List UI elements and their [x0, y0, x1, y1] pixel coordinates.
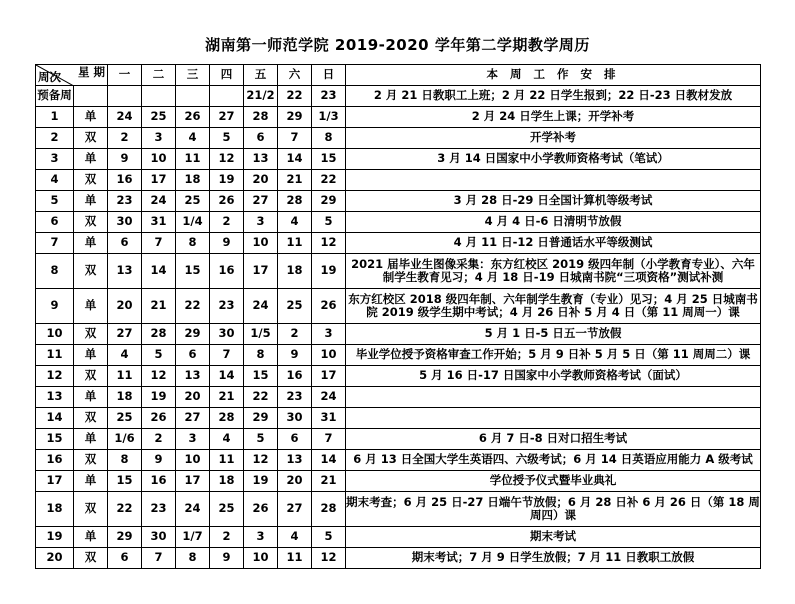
table-row	[36, 527, 761, 548]
work-arrangement-cell: 3 月 28 日-29 日全国计算机等级考试	[346, 191, 761, 212]
date-cell: 2	[210, 527, 244, 548]
date-cell: 18	[108, 387, 142, 408]
table-row	[36, 86, 761, 107]
week-number-cell: 预备周	[36, 86, 74, 107]
date-cell: 6	[176, 345, 210, 366]
week-parity-cell: 单	[74, 527, 108, 548]
header-day-5: 五	[244, 65, 278, 86]
date-cell: 10	[244, 548, 278, 569]
date-cell: 3	[244, 212, 278, 233]
date-cell: 15	[244, 366, 278, 387]
date-cell: 15	[176, 254, 210, 289]
date-cell: 12	[312, 548, 346, 569]
work-arrangement-cell: 期末考试	[346, 527, 761, 548]
work-arrangement-cell: 4 月 4 日-6 日清明节放假	[346, 212, 761, 233]
date-cell: 10	[142, 149, 176, 170]
header-day-2: 二	[142, 65, 176, 86]
table-row	[36, 387, 761, 408]
table-row	[36, 149, 761, 170]
date-cell: 25	[142, 107, 176, 128]
date-cell: 11	[278, 548, 312, 569]
work-arrangement-cell: 6 月 13 日全国大学生英语四、六级考试；6 月 14 日英语应用能力 A 级考试	[346, 450, 761, 471]
date-cell: 13	[278, 450, 312, 471]
date-cell: 24	[108, 107, 142, 128]
date-cell: 17	[176, 471, 210, 492]
date-cell: 27	[176, 408, 210, 429]
week-number-cell: 15	[36, 429, 74, 450]
date-cell: 12	[312, 233, 346, 254]
date-cell: 6	[108, 548, 142, 569]
date-cell: 11	[176, 149, 210, 170]
date-cell: 28	[142, 324, 176, 345]
date-cell: 8	[244, 345, 278, 366]
date-cell: 14	[142, 254, 176, 289]
week-parity-cell: 双	[74, 450, 108, 471]
week-parity-cell: 单	[74, 345, 108, 366]
week-parity-cell: 单	[74, 429, 108, 450]
header-weeknum-label: 周次	[38, 69, 61, 84]
table-header	[36, 65, 761, 86]
date-cell: 27	[244, 191, 278, 212]
date-cell: 9	[108, 149, 142, 170]
date-cell: 14	[278, 149, 312, 170]
date-cell: 21	[142, 289, 176, 324]
date-cell: 2	[278, 324, 312, 345]
date-cell: 19	[210, 170, 244, 191]
table-row	[36, 408, 761, 429]
date-cell: 24	[244, 289, 278, 324]
date-cell: 6	[244, 128, 278, 149]
date-cell: 18	[278, 254, 312, 289]
work-arrangement-cell: 期末考查；6 月 25 日-27 日端午节放假；6 月 28 日补 6 月 26 日（第 18 周周四）课	[346, 492, 761, 527]
week-number-cell: 13	[36, 387, 74, 408]
date-cell: 25	[176, 191, 210, 212]
date-cell: 8	[176, 233, 210, 254]
week-parity-cell: 双	[74, 408, 108, 429]
date-cell: 1/7	[176, 527, 210, 548]
week-number-cell: 12	[36, 366, 74, 387]
work-arrangement-cell: 开学补考	[346, 128, 761, 149]
date-cell: 22	[244, 387, 278, 408]
work-arrangement-cell	[346, 387, 761, 408]
work-arrangement-cell: 学位授予仪式暨毕业典礼	[346, 471, 761, 492]
date-cell: 4	[210, 429, 244, 450]
work-arrangement-cell: 3 月 14 日国家中小学教师资格考试（笔试）	[346, 149, 761, 170]
date-cell: 7	[278, 128, 312, 149]
date-cell: 26	[210, 191, 244, 212]
date-cell: 16	[108, 170, 142, 191]
date-cell: 16	[210, 254, 244, 289]
date-cell: 29	[278, 107, 312, 128]
date-cell: 19	[244, 471, 278, 492]
date-cell: 11	[278, 233, 312, 254]
date-cell: 26	[142, 408, 176, 429]
date-cell: 31	[142, 212, 176, 233]
date-cell: 5	[142, 345, 176, 366]
week-parity-cell: 单	[74, 149, 108, 170]
work-arrangement-cell: 2 月 24 日学生上课；开学补考	[346, 107, 761, 128]
week-parity-cell: 单	[74, 471, 108, 492]
date-cell: 29	[176, 324, 210, 345]
date-cell: 17	[244, 254, 278, 289]
date-cell: 8	[312, 128, 346, 149]
table-row	[36, 366, 761, 387]
week-parity-cell: 单	[74, 107, 108, 128]
table-header-row	[36, 65, 761, 86]
date-cell: 30	[210, 324, 244, 345]
week-number-cell: 4	[36, 170, 74, 191]
date-cell: 4	[278, 212, 312, 233]
header-day-4: 四	[210, 65, 244, 86]
date-cell: 19	[312, 254, 346, 289]
week-parity-cell	[74, 86, 108, 107]
date-cell: 8	[108, 450, 142, 471]
date-cell: 28	[312, 492, 346, 527]
page-title: 湖南第一师范学院 2019-2020 学年第二学期教学周历	[205, 36, 590, 54]
week-number-cell: 7	[36, 233, 74, 254]
date-cell: 1/3	[312, 107, 346, 128]
week-number-cell: 10	[36, 324, 74, 345]
work-arrangement-cell: 5 月 1 日-5 日五一节放假	[346, 324, 761, 345]
date-cell: 10	[312, 345, 346, 366]
date-cell: 3	[312, 324, 346, 345]
date-cell: 3	[244, 527, 278, 548]
date-cell: 26	[244, 492, 278, 527]
date-cell: 15	[108, 471, 142, 492]
table-body	[36, 86, 761, 569]
date-cell: 8	[176, 548, 210, 569]
table-row	[36, 429, 761, 450]
work-arrangement-cell: 毕业学位授予资格审查工作开始；5 月 9 日补 5 月 5 日（第 11 周周二）课	[346, 345, 761, 366]
header-weekday-label: 星 期	[77, 65, 105, 79]
week-parity-cell: 单	[74, 387, 108, 408]
date-cell: 9	[210, 233, 244, 254]
date-cell: 27	[278, 492, 312, 527]
date-cell: 24	[176, 492, 210, 527]
week-parity-cell: 双	[74, 170, 108, 191]
table-row	[36, 289, 761, 324]
table-row	[36, 450, 761, 471]
date-cell: 6	[278, 429, 312, 450]
work-arrangement-cell: 期末考试；7 月 9 日学生放假；7 月 11 日教职工放假	[346, 548, 761, 569]
week-number-cell: 16	[36, 450, 74, 471]
table-row	[36, 170, 761, 191]
date-cell: 10	[244, 233, 278, 254]
date-cell: 31	[312, 408, 346, 429]
table-row	[36, 548, 761, 569]
date-cell: 18	[176, 170, 210, 191]
week-parity-cell: 单	[74, 289, 108, 324]
week-parity-cell: 双	[74, 128, 108, 149]
week-number-cell: 3	[36, 149, 74, 170]
date-cell: 20	[278, 471, 312, 492]
week-number-cell: 8	[36, 254, 74, 289]
table-row	[36, 212, 761, 233]
date-cell: 7	[142, 233, 176, 254]
table-row	[36, 492, 761, 527]
date-cell: 19	[142, 387, 176, 408]
date-cell: 11	[210, 450, 244, 471]
date-cell: 17	[312, 366, 346, 387]
table-row	[36, 471, 761, 492]
date-cell: 11	[108, 366, 142, 387]
date-cell	[210, 86, 244, 107]
date-cell: 15	[312, 149, 346, 170]
date-cell: 16	[142, 471, 176, 492]
date-cell: 23	[312, 86, 346, 107]
header-day-1: 一	[108, 65, 142, 86]
date-cell	[142, 86, 176, 107]
document-page	[0, 34, 795, 604]
header-day-6: 六	[278, 65, 312, 86]
work-arrangement-cell	[346, 408, 761, 429]
teaching-calendar-table	[35, 64, 761, 569]
date-cell: 17	[142, 170, 176, 191]
table-row	[36, 107, 761, 128]
date-cell: 10	[176, 450, 210, 471]
table-row	[36, 191, 761, 212]
date-cell: 2	[210, 212, 244, 233]
week-parity-cell: 双	[74, 212, 108, 233]
date-cell: 12	[142, 366, 176, 387]
week-number-cell: 20	[36, 548, 74, 569]
date-cell: 1/5	[244, 324, 278, 345]
date-cell: 30	[108, 212, 142, 233]
date-cell: 9	[278, 345, 312, 366]
date-cell: 13	[176, 366, 210, 387]
date-cell: 7	[142, 548, 176, 569]
date-cell: 21/2	[244, 86, 278, 107]
date-cell: 29	[108, 527, 142, 548]
week-parity-cell: 双	[74, 254, 108, 289]
date-cell: 23	[210, 289, 244, 324]
week-parity-cell: 单	[74, 233, 108, 254]
date-cell: 27	[210, 107, 244, 128]
date-cell: 4	[176, 128, 210, 149]
date-cell: 5	[312, 212, 346, 233]
date-cell: 2	[142, 429, 176, 450]
date-cell: 4	[278, 527, 312, 548]
week-number-cell: 2	[36, 128, 74, 149]
date-cell: 23	[108, 191, 142, 212]
date-cell: 28	[278, 191, 312, 212]
date-cell: 1/4	[176, 212, 210, 233]
date-cell: 6	[108, 233, 142, 254]
work-arrangement-cell: 东方红校区 2018 级四年制、六年制学生教育（专业）见习；4 月 25 日城南书院 2019 级学生期中考试；4 月 26 日补 5 月 4 日（第 11 周周一）课	[346, 289, 761, 324]
header-day-7: 日	[312, 65, 346, 86]
date-cell: 13	[108, 254, 142, 289]
date-cell: 27	[108, 324, 142, 345]
week-parity-cell: 双	[74, 366, 108, 387]
week-parity-cell: 双	[74, 492, 108, 527]
date-cell: 9	[210, 548, 244, 569]
week-number-cell: 5	[36, 191, 74, 212]
week-number-cell: 11	[36, 345, 74, 366]
date-cell: 3	[176, 429, 210, 450]
date-cell: 22	[278, 86, 312, 107]
week-parity-cell: 单	[74, 191, 108, 212]
week-number-cell: 9	[36, 289, 74, 324]
date-cell	[176, 86, 210, 107]
table-row	[36, 233, 761, 254]
work-arrangement-cell: 2021 届毕业生图像采集：东方红校区 2019 级四年制（小学教育专业）、六年制学生教育见习；4 月 18 日-19 日城南书院“三项资格”测试补测	[346, 254, 761, 289]
table-row	[36, 345, 761, 366]
date-cell: 28	[244, 107, 278, 128]
table-row	[36, 128, 761, 149]
date-cell: 23	[142, 492, 176, 527]
date-cell: 20	[244, 170, 278, 191]
date-cell: 30	[142, 527, 176, 548]
date-cell: 21	[278, 170, 312, 191]
date-cell: 18	[210, 471, 244, 492]
date-cell: 14	[210, 366, 244, 387]
week-number-cell: 19	[36, 527, 74, 548]
date-cell: 5	[312, 527, 346, 548]
header-corner-cell	[36, 65, 108, 86]
date-cell: 24	[142, 191, 176, 212]
header-day-3: 三	[176, 65, 210, 86]
date-cell: 3	[142, 128, 176, 149]
date-cell: 25	[210, 492, 244, 527]
date-cell: 12	[210, 149, 244, 170]
date-cell: 5	[210, 128, 244, 149]
date-cell: 21	[312, 471, 346, 492]
date-cell: 1/6	[108, 429, 142, 450]
date-cell: 21	[210, 387, 244, 408]
date-cell: 12	[244, 450, 278, 471]
date-cell: 13	[244, 149, 278, 170]
date-cell: 25	[278, 289, 312, 324]
date-cell: 9	[142, 450, 176, 471]
header-work-arrangement: 本 周 工 作 安 排	[346, 65, 761, 86]
week-number-cell: 17	[36, 471, 74, 492]
date-cell: 5	[244, 429, 278, 450]
date-cell: 26	[176, 107, 210, 128]
week-parity-cell: 双	[74, 548, 108, 569]
date-cell: 22	[312, 170, 346, 191]
date-cell: 7	[210, 345, 244, 366]
table-row	[36, 324, 761, 345]
date-cell: 16	[278, 366, 312, 387]
date-cell: 26	[312, 289, 346, 324]
date-cell: 24	[312, 387, 346, 408]
date-cell	[108, 86, 142, 107]
date-cell: 28	[210, 408, 244, 429]
date-cell: 29	[244, 408, 278, 429]
week-number-cell: 14	[36, 408, 74, 429]
date-cell: 22	[176, 289, 210, 324]
date-cell: 14	[312, 450, 346, 471]
date-cell: 2	[108, 128, 142, 149]
week-parity-cell: 双	[74, 324, 108, 345]
date-cell: 20	[108, 289, 142, 324]
work-arrangement-cell: 2 月 21 日教职工上班；2 月 22 日学生报到；22 日-23 日教材发放	[346, 86, 761, 107]
week-number-cell: 18	[36, 492, 74, 527]
date-cell: 29	[312, 191, 346, 212]
date-cell: 20	[176, 387, 210, 408]
date-cell: 22	[108, 492, 142, 527]
date-cell: 25	[108, 408, 142, 429]
date-cell: 7	[312, 429, 346, 450]
work-arrangement-cell	[346, 170, 761, 191]
date-cell: 23	[278, 387, 312, 408]
date-cell: 4	[108, 345, 142, 366]
work-arrangement-cell: 4 月 11 日-12 日普通话水平等级测试	[346, 233, 761, 254]
work-arrangement-cell: 6 月 7 日-8 日对口招生考试	[346, 429, 761, 450]
date-cell: 30	[278, 408, 312, 429]
week-number-cell: 6	[36, 212, 74, 233]
work-arrangement-cell: 5 月 16 日-17 日国家中小学教师资格考试（面试）	[346, 366, 761, 387]
week-number-cell: 1	[36, 107, 74, 128]
table-row	[36, 254, 761, 289]
